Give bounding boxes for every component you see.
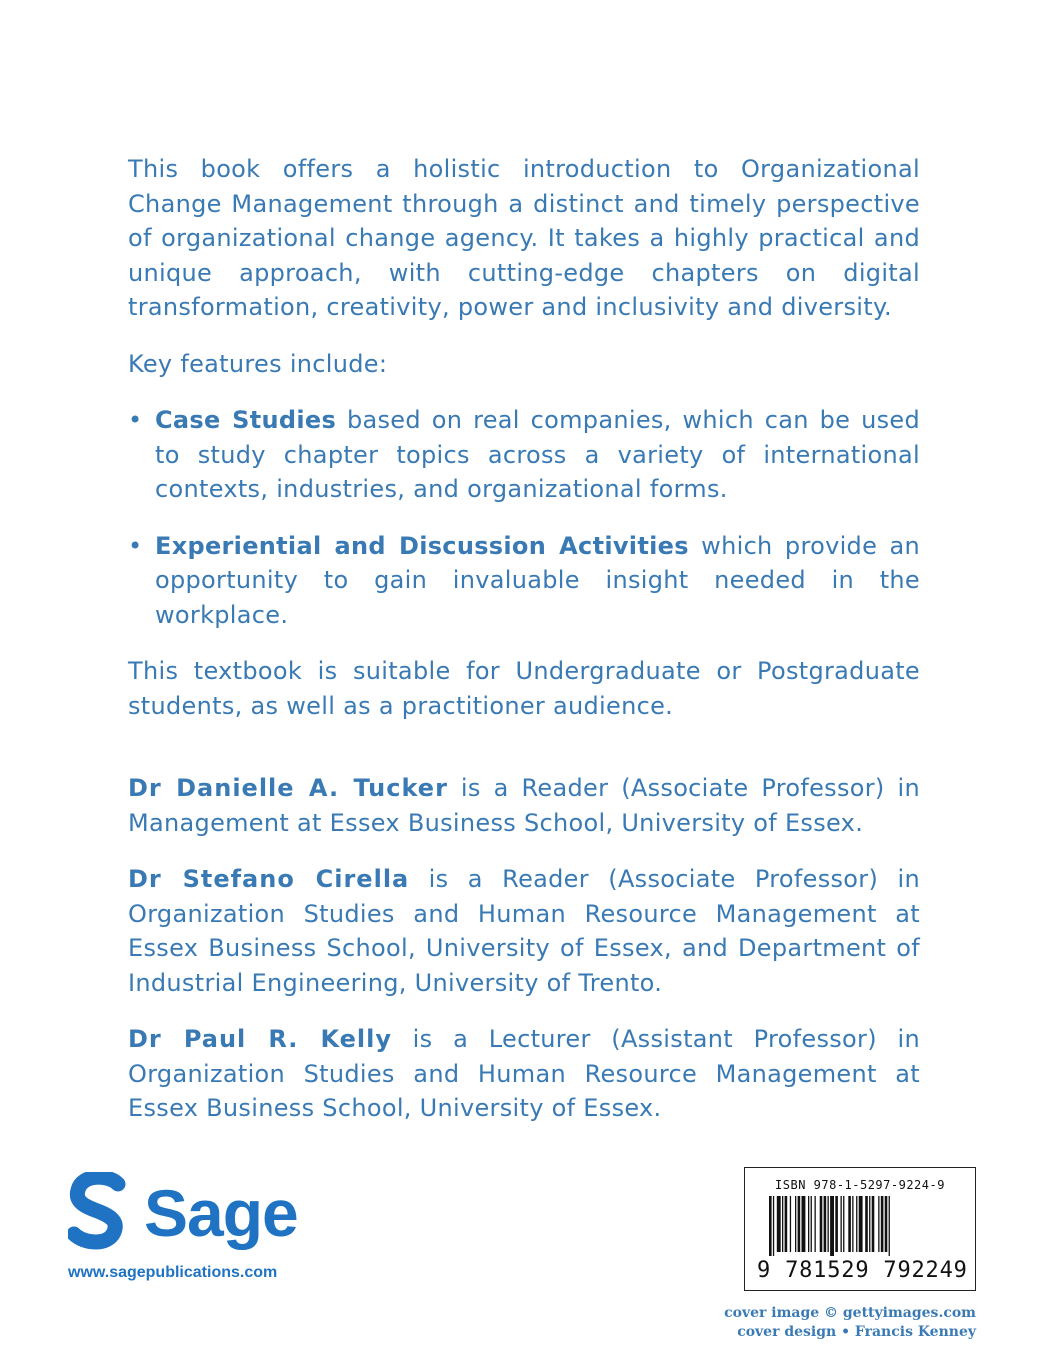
intro-paragraph: This book offers a holistic introduction to Organizational Change Management through a distinct and timely perspective of organizational change agency. It takes a highly practical and unique approach, with cutting-edge chapters on digital transformation, creativity, power and inclusivity and diversity. (128, 155, 920, 321)
sage-logo (68, 1172, 308, 1252)
bullet-icon: • (128, 531, 143, 560)
back-cover-text (128, 152, 920, 1148)
author-description: is a Reader (Associate Professor) in Management at Essex Business School, University of Essex. (128, 774, 921, 837)
feature-text: which provide an opportunity to gain invaluable insight needed in the workplace. (155, 531, 921, 629)
feature-item (128, 529, 920, 633)
feature-text: based on real companies, which can be used to study chapter topics across a variety of international contexts, industries, and organizational forms. (155, 406, 920, 503)
sage-s-icon (68, 1172, 128, 1252)
author-bios (128, 771, 920, 1126)
author-bio (128, 862, 920, 1000)
cover-design-credit: cover design • Francis Kenney (737, 1324, 976, 1340)
bullet-icon: • (128, 406, 143, 434)
feature-item (128, 403, 920, 507)
audience-paragraph: This textbook is suitable for Undergraduate or Postgraduate students, as well as a practitioner audience. (128, 657, 920, 720)
author-description: is a Reader (Associate Professor) in Organization Studies and Human Resource Management at Essex Business School, University of Essex, and Department of Industrial Engineering, University of Trento. (128, 865, 920, 997)
isbn-digits: 9 781529 792249 (757, 1258, 968, 1283)
author-bio (128, 771, 920, 840)
author-name: Dr Paul R. Kelly (128, 1025, 393, 1053)
cover-credits (724, 1304, 976, 1342)
feature-title: Case Studies (155, 406, 337, 434)
cover-image-credit: cover image © gettyimages.com (724, 1305, 976, 1321)
author-bio (128, 1022, 920, 1126)
feature-title: Experiential and Discussion Activities (155, 531, 689, 560)
author-description: is a Lecturer (Assistant Professor) in Organization Studies and Human Resource Management at Essex Business School, University of Essex. (128, 1025, 920, 1122)
publisher-name: Sage (144, 1176, 298, 1250)
key-features-heading: Key features include: (128, 349, 388, 378)
barcode-bars (769, 1196, 969, 1256)
author-name: Dr Danielle A. Tucker (128, 774, 448, 802)
publisher-website[interactable]: www.sagepublications.com (68, 1264, 278, 1281)
isbn-barcode (744, 1167, 976, 1291)
author-name: Dr Stefano Cirella (128, 865, 410, 893)
isbn-label: ISBN 978-1-5297-9224-9 (775, 1178, 945, 1192)
